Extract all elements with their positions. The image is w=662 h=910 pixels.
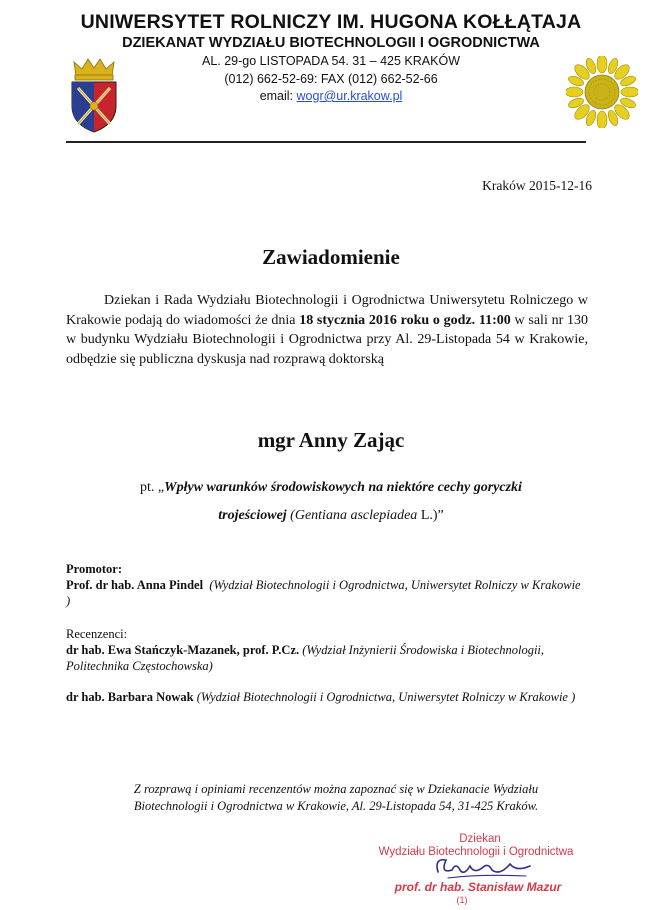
phone-fax: (012) 662-52-69: FAX (012) 662-52-66 [224,72,438,86]
university-name: UNIWERSYTET ROLNICZY IM. HUGONA KOŁŁĄTAJA [80,11,582,33]
stamp-title: Dziekan [459,833,501,845]
document-access-note [66,781,606,815]
reviewers-label: Recenzenci: [66,627,128,641]
thesis-title-line-1 [0,480,662,496]
thesis-title-line-2 [0,508,662,524]
defense-date: 18 stycznia 2016 roku o godz. 11:00 [299,312,511,328]
address: AL. 29-go LISTOPADA 54. 31 – 425 KRAKÓW [201,54,460,68]
promotor-label: Promotor: [66,562,122,576]
reviewer-affiliation: (Wydział Biotechnologii i Ogrodnictwa, Uniwersytet Rolniczy w Krakowie ) [196,690,576,704]
thesis-suffix: ” [437,508,444,523]
thesis-title-part-2: trojeściowej [218,508,287,523]
reviewer-name: dr hab. Ewa Stańczyk-Mazanek, prof. P.Cz. [66,643,300,657]
stamp-number: (1) [456,895,468,905]
reviewer-affiliation: (Wydział Inżynierii Środowiska i Biotechnologii, Politechnika Częstochowska) [66,643,545,673]
reviewer-entry [66,642,586,674]
handwritten-signature-icon [430,850,540,884]
announcement-text-2: w sali nr 130 w budynku Wydziału Biotechnologii i Ogrodnictwa przy Al. 29-Listopada 54 w Krakowie, odbędzie się publiczna dyskusja nad rozprawą doktorską [66,312,588,367]
announcement-paragraph [66,291,588,369]
stamp-faculty: Wydziału Biotechnologii i Ogrodnictwa [378,846,574,858]
announcement-text-1: Dziekan i Rada Wydziału Biotechnologii i Ogrodnictwa Uniwersytetu Rolniczego w Krakowie podają do wiadomości że dnia [66,293,588,328]
email-label: email: [259,89,294,103]
stamp-signatory: prof. dr hab. Stanisław Mazur [394,880,562,894]
document-date: Kraków 2015-12-16 [482,178,592,193]
reviewer-entry [66,689,586,705]
reviewer-name: dr hab. Barbara Nowak [66,690,194,704]
dean-office-name: DZIEKANAT WYDZIAŁU BIOTECHNOLOGII I OGRODNICTWA [122,35,540,51]
email-link[interactable]: wogr@ur.krakow.pl [296,89,403,103]
thesis-species: (Gentiana asclepiadea [290,508,418,523]
promotor-name: Prof. dr hab. Anna Pindel [66,578,204,592]
note-line-2: Biotechnologii i Ogrodnictwa w Krakowie, Al. 29-Listopada 54, 31-425 Kraków. [133,799,539,813]
sunflower-logo-icon [566,56,638,128]
promotor-affiliation: (Wydział Biotechnologii i Ogrodnictwa, Uniwersytet Rolniczy w Krakowie ) [66,578,581,608]
thesis-prefix: pt. „ [140,480,165,495]
note-line-1: Z rozprawą i opiniami recenzentów można zapoznać się w Dziekanacie Wydziału [133,782,539,796]
thesis-title-part-1: Wpływ warunków środowiskowych na niektóre cechy goryczki [164,480,522,495]
document-title: Zawiadomienie [262,245,400,269]
candidate-name: mgr Anny Zając [257,428,405,452]
promotor-entry [66,577,586,609]
university-crest-icon [64,54,124,134]
header-divider [66,141,586,143]
thesis-species-author: L.) [417,508,438,523]
